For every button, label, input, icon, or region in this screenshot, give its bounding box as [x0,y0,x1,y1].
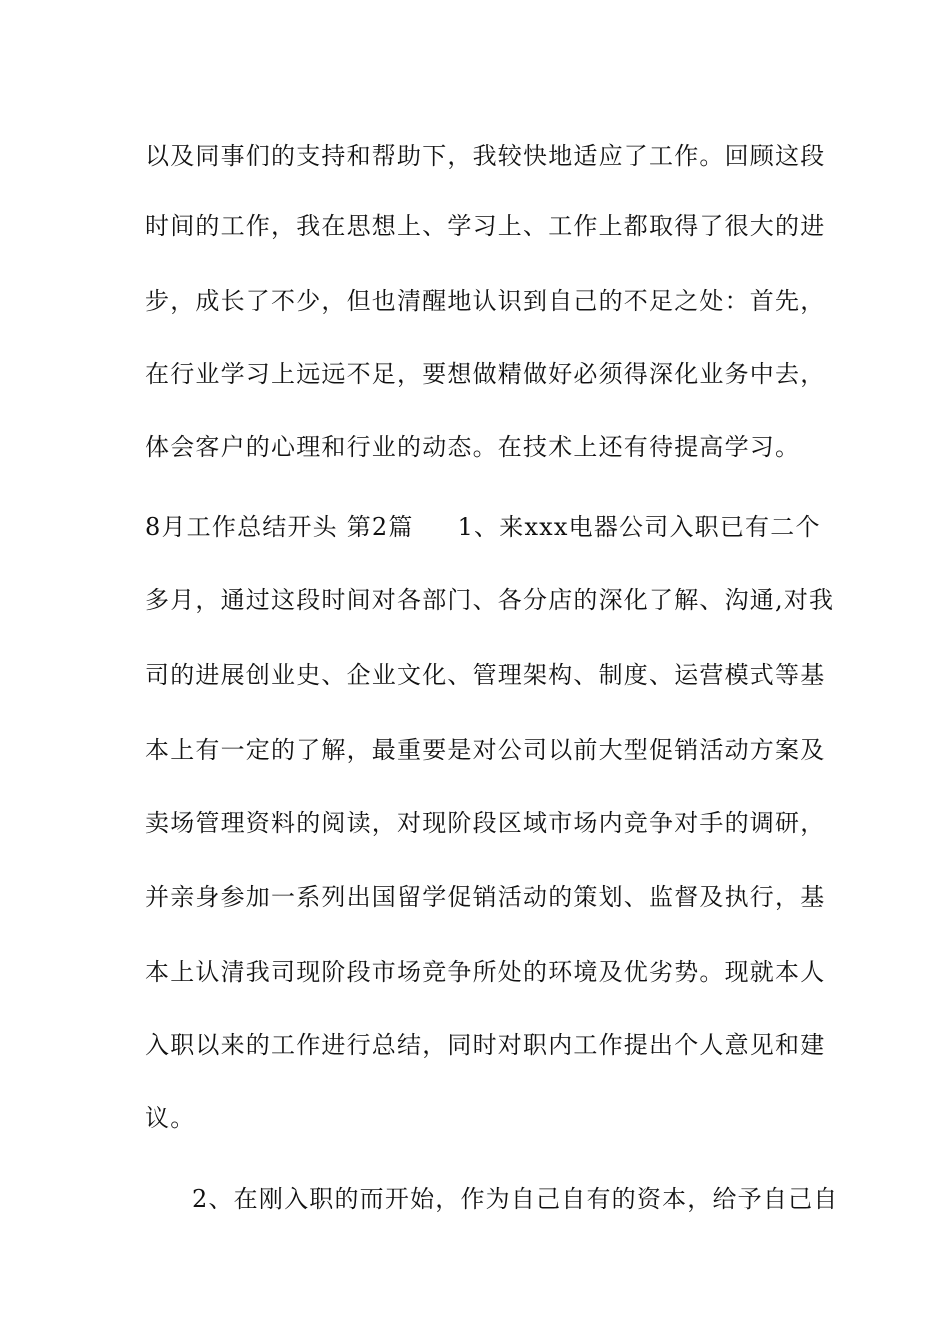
text-line: 入职以来的工作进行总结，同时对职内工作提出个人意见和建 [145,1031,826,1059]
text-line: 1、来xxx电器公司入职已有二个 [457,513,821,541]
text-line: 体会客户的心理和行业的动态。在技术上还有待提高学习。 [145,433,801,461]
text-line: 多月，通过这段时间对各部门、各分店的深化了解、沟通,对我 [145,586,835,614]
text-line: 步，成长了不少，但也清醒地认识到自己的不足之处：首先， [145,287,826,315]
section-heading: 8月工作总结开头 第2篇 [145,513,414,541]
text-line: 司的进展创业史、企业文化、管理架构、制度、运营模式等基 [145,661,826,689]
text-line: 并亲身参加一系列出国留学促销活动的策划、监督及执行，基 [145,883,826,911]
text-line: 本上认清我司现阶段市场竞争所处的环境及优劣势。现就本人 [145,958,826,986]
section-heading-line [145,511,821,543]
text-line: 议。 [145,1104,196,1132]
text-line: 在行业学习上远远不足，要想做精做好必须得深化业务中去， [145,360,826,388]
text-line: 2、在刚入职的而开始，作为自己自有的资本，给予自己自 [192,1185,839,1213]
text-line: 卖场管理资料的阅读，对现阶段区域市场内竞争对手的调研， [145,809,826,837]
text-line: 本上有一定的了解，最重要是对公司以前大型促销活动方案及 [145,736,826,764]
text-line: 时间的工作，我在思想上、学习上、工作上都取得了很大的进 [145,212,826,240]
text-line: 以及同事们的支持和帮助下，我较快地适应了工作。回顾这段 [145,142,826,170]
